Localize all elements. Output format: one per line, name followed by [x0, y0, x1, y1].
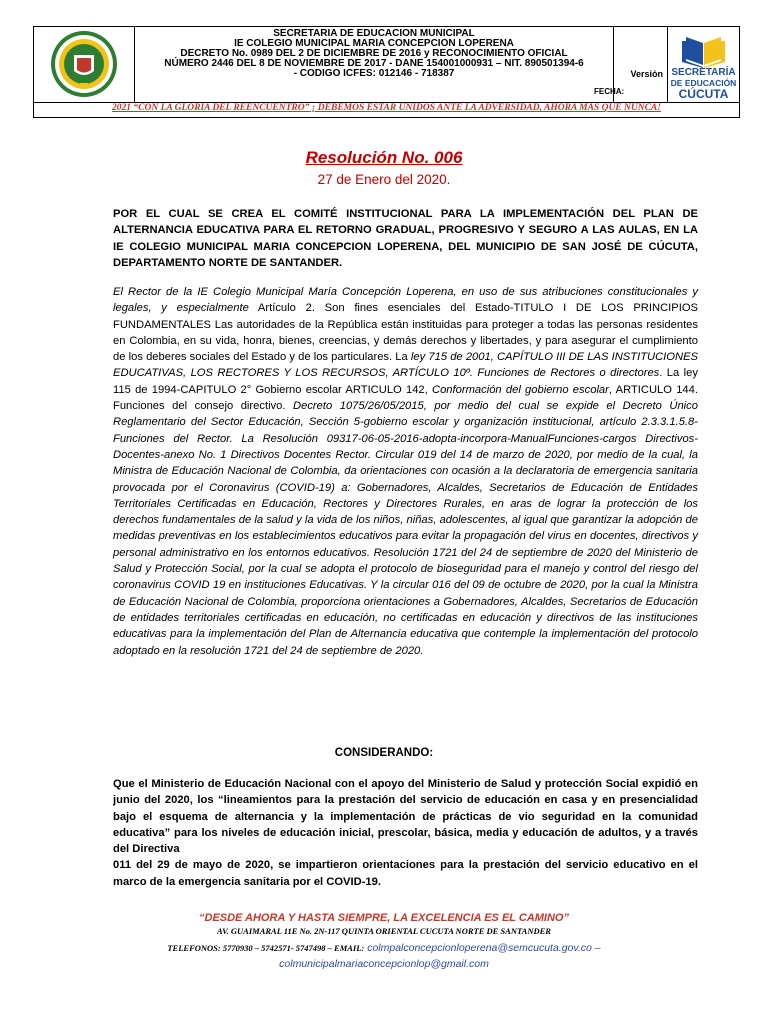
- considerando-text: [113, 776, 698, 890]
- header-line-2: IE COLEGIO MUNICIPAL MARIA CONCEPCION LOPERENA: [234, 38, 514, 49]
- header-institution-text: [135, 27, 614, 102]
- secretaria-logo-text: [668, 68, 739, 100]
- header-line-3: DECRETO No. 0989 DEL 2 DE DICIEMBRE DE 2016 y RECONOCIMIENTO OFICIAL: [180, 48, 568, 59]
- logo-line-3: CÚCUTA: [678, 87, 729, 101]
- footer-motto: “DESDE AHORA Y HASTA SIEMPRE, LA EXCELENCIA ES EL CAMINO”: [199, 912, 569, 924]
- logo-line-1: SECRETARÍA: [671, 67, 736, 78]
- header-motto: 2021 “CON LA GLORIA DEL REENCUENTRO” ¡ DEBEMOS ESTAR UNIDOS ANTE LA ADVERSIDAD, AHORA MAS QUE NUNCA!: [112, 103, 661, 113]
- logo-line-2: DE EDUCACIÓN: [670, 78, 737, 88]
- body-segment-7: Decreto 1075/26/05/2015, por medio del cual se expide el Decreto Único Reglamentario del Sector Educación, Sección 5-gobierno escolar y organización institucional, artículo 2.3.3.1.5.8- Funciones del Rector. La Resolución 09317-06-05-2016-adopta-incorpora-ManualFunciones-cargos Directivos-Docentes-anexo No. 1 Directivos Docentes Rector. Circular 019 del 14 de marzo de 2020, por medio de la cual, la Ministra de Educación Nacional de Colombia, da orientaciones con ocasión a la declaratoria de emergencia sanitaria provocada por el Coronavirus (COVID-19) a: Gobernadores, Alcaldes, Secretarios de Educación de Entidades Territoriales Certificadas en Educación, Rectores y Directores Rurales, en aras de lograr la protección de los derechos fundamentales de la salud y la vida de los niños, niñas, adolescentes, al igual que garantizar la adopción de medidas preventivas en los establecimientos educativos para evitar la propagación del virus en docentes, directivos y personal administrativo en los entornos educativos. Resolución 1721 del 24 de septiembre de 2020 del Ministerio de Salud y Protección Social, por la cual se adopta el protocolo de bioseguridad para el manejo y control del riesgo del coronavirus COVID 19 en instituciones Educativas. Y la circular 016 del 09 de octubre de 2020, por la cual la Ministra de Educación Nacional de Colombia, proporciona orientaciones a Gobernadores, Alcaldes, Secretarios de Educación de entidades territoriales certificadas en educación, no certificadas en educación y directivos de las instituciones educativas para la implementación del Plan de Alternancia educativa que contemple la implementación del protocolo adoptado en la resolución 1721 del 24 de septiembre de 2020.: [113, 400, 698, 657]
- body-segment-4: . La ley 115 de 1994-CAPITULO 2° Gobierno escolar ARTICULO 142,: [113, 367, 698, 396]
- body-segment-2: Artículo 2. Son fines esenciales del Estado-TITULO I DE LOS PRINCIPIOS FUNDAMENTALES Las autoridades de la República están instituidas para proteger a todas las personas residentes en Colombia, en su vida, honra, bienes, creencias, y demás derechos y libertades, y para asegurar el cumplimiento de los deberes sociales del Estado y de los particulares. La: [113, 302, 698, 364]
- resolution-body: [113, 284, 698, 659]
- body-segment-5: Conformación del gobierno escolar: [432, 383, 609, 396]
- secretaria-book-icon: [668, 29, 739, 69]
- body-segment-3: ley 715 de 2001, CAPÍTULO III DE LAS INSTITUCIONES EDUCATIVAS, LOS RECTORES Y LOS RECURSOS, ARTÍCULO 10º. Funciones de Rectores o directores: [113, 351, 698, 380]
- crest-text: [34, 27, 35, 28]
- version-label: Versión: [630, 69, 663, 79]
- header-line-5: - CODIGO ICFES: 012146 - 718387: [293, 68, 455, 79]
- fecha-label: FECHA:: [594, 87, 625, 96]
- footer-email-1[interactable]: colmpalconcepcionloperena@semcucuta.gov.co –: [364, 942, 601, 954]
- resolution-date: 27 de Enero del 2020.: [317, 172, 451, 187]
- header-line-1: SECRETARIA DE EDUCACION MUNICIPAL: [273, 28, 475, 39]
- footer-telephones: TELEFONOS: 5770930 – 5742571- 5747498 – EMAIL:: [167, 943, 365, 953]
- considerando-text-b: 011 del 29 de mayo de 2020, se impartieron orientaciones para la prestación del servicio educativo en el marco de la emergencia sanitaria por el COVID-19.: [113, 859, 698, 888]
- header-line-4: NÚMERO 2446 DEL 8 DE NOVIEMBRE DE 2017 - DANE 154001000931 – NIT. 890501394-6: [164, 58, 584, 69]
- school-crest-cell: [34, 27, 135, 102]
- footer-email-2[interactable]: colmunicipalmariaconcepcionlop@gmail.com: [279, 958, 489, 970]
- footer-address: AV. GUAIMARAL 11E No. 2N-117 QUINTA ORIENTAL CUCUTA NORTE DE SANTANDER: [217, 926, 551, 936]
- considerando-heading: CONSIDERANDO:: [334, 747, 434, 759]
- body-segment-1: El Rector de la IE Colegio Municipal María Concepción Loperena, en uso de sus atribuciones constitucionales y legales, y especialmente: [113, 286, 698, 315]
- body-segment-6: , ARTICULO 144. Funciones del consejo directivo.: [113, 383, 698, 413]
- secretaria-logo-cell: [668, 27, 739, 102]
- school-crest-logo: [34, 27, 134, 102]
- resolution-purpose: POR EL CUAL SE CREA EL COMITÉ INSTITUCIONAL PARA LA IMPLEMENTACIÓN DEL PLAN DE ALTERNANCIA EDUCATIVA PARA EL RETORNO GRADUAL, PROGRESIVO Y SEGURO A LAS AULAS, EN LA IE COLEGIO MUNICIPAL MARIA CONCEPCION LOPERENA, DEL MUNICIPIO DE SAN JOSÉ DE CÚCUTA, DEPARTAMENTO NORTE DE SANTANDER.: [113, 208, 698, 269]
- considerando-text-a: Que el Ministerio de Educación Nacional con el apoyo del Ministerio de Salud y protección Social expidió en junio del 2020, los “lineamientos para la prestación del servicio de educación en casa y en presencialidad bajo el esquema de alternancia y la implementación de prácticas de vio seguridad en la comunidad educativa” para los niveles de educación inicial, prescolar, básica, media y educación de adultos, y a través del Directiva: [113, 778, 698, 856]
- document-header: [33, 26, 740, 103]
- footer-contact: [0, 942, 768, 954]
- resolution-title: Resolución No. 006: [305, 148, 463, 167]
- motto-row: [33, 101, 740, 118]
